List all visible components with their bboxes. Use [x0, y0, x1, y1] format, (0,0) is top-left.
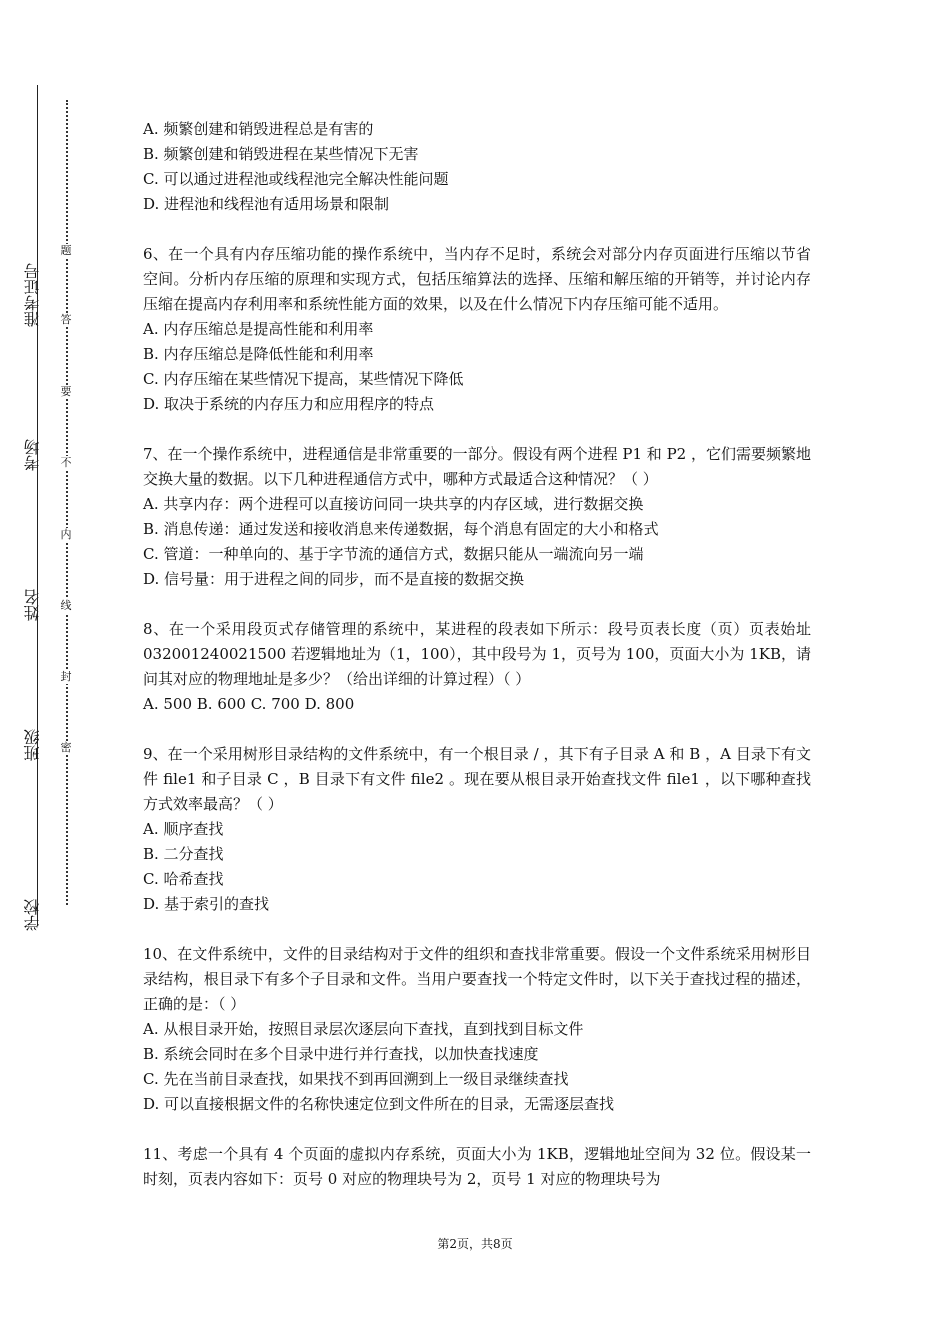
seal-char: 题	[58, 244, 74, 258]
seal-char: 要	[58, 385, 74, 399]
question-10	[143, 942, 811, 1117]
question-5-options	[143, 117, 811, 217]
option: B. 频繁创建和销毁进程在某些情况下无害	[143, 145, 419, 163]
seal-char: 答	[58, 313, 74, 327]
question-stem: 10、在文件系统中，文件的目录结构对于文件的组织和查找非常重要。假设一个文件系统采用树形目录结构，根目录下有多个子目录和文件。当用户要查找一个特定文件时，以下关于查找过程的描述，正确的是：（ ）	[143, 945, 811, 1013]
option: A. 500 B. 600 C. 700 D. 800	[143, 695, 355, 713]
question-11	[143, 1142, 811, 1192]
seal-dotted-line	[66, 100, 68, 905]
option: D. 取决于系统的内存压力和应用程序的特点	[143, 395, 435, 413]
exam-content	[143, 117, 811, 1192]
seal-char: 密	[58, 741, 74, 755]
field-exam-number: 准考证号	[23, 263, 42, 327]
option: B. 二分查找	[143, 845, 224, 863]
option: D. 基于索引的查找	[143, 895, 270, 913]
question-7	[143, 442, 811, 592]
page-footer: 第2页，共8页	[437, 1237, 513, 1251]
option: A. 从根目录开始，按照目录层次逐层向下查找，直到找到目标文件	[143, 1020, 584, 1038]
field-exam-room: 考场	[23, 439, 42, 471]
question-stem: 8、在一个采用段页式存储管理的系统中，某进程的段表如下所示：段号页表长度（页）页表始址 032001240021500 若逻辑地址为（1，100），其中段号为 1，页号为 100，页面大小为 1KB，请问其对应的物理地址是多少？（给出详细的计算过程）（ ）	[143, 620, 811, 688]
field-name: 姓名	[23, 589, 42, 621]
option: C. 管道：一种单向的、基于字节流的通信方式，数据只能从一端流向另一端	[143, 545, 644, 563]
question-stem: 6、在一个具有内存压缩功能的操作系统中，当内存不足时，系统会对部分内存页面进行压缩以节省空间。分析内存压缩的原理和实现方式，包括压缩算法的选择、压缩和解压缩的开销等，并讨论内存压缩在提高内存利用率和系统性能方面的效果，以及在什么情况下内存压缩可能不适用。	[143, 245, 811, 313]
question-8	[143, 617, 811, 717]
option: B. 消息传递：通过发送和接收消息来传递数据，每个消息有固定的大小和格式	[143, 520, 659, 538]
option: B. 系统会同时在多个目录中进行并行查找，以加快查找速度	[143, 1045, 539, 1063]
option: B. 内存压缩总是降低性能和利用率	[143, 345, 374, 363]
question-stem: 9、在一个采用树形目录结构的文件系统中，有一个根目录 / ，其下有子目录 A 和 B ，A 目录下有文件 file1 和子目录 C ，B 目录下有文件 file2 。现在要从根目录开始查找文件 file1 ，以下哪种查找方式效率最高？（ ）	[143, 745, 811, 813]
question-stem: 11、考虑一个具有 4 个页面的虚拟内存系统，页面大小为 1KB，逻辑地址空间为 32 位。假设某一时刻，页表内容如下：页号 0 对应的物理块号为 2，页号 1 对应的物理块号为	[143, 1145, 811, 1188]
option: D. 进程池和线程池有适用场景和限制	[143, 195, 390, 213]
question-9	[143, 742, 811, 917]
option: A. 顺序查找	[143, 820, 224, 838]
option: C. 先在当前目录查找，如果找不到再回溯到上一级目录继续查找	[143, 1070, 569, 1088]
seal-char: 线	[58, 599, 74, 613]
question-6	[143, 242, 811, 417]
field-school: 学校	[23, 899, 42, 931]
binding-solid-line	[37, 85, 38, 925]
option: A. 频繁创建和销毁进程总是有害的	[143, 120, 374, 138]
question-stem: 7、在一个操作系统中，进程通信是非常重要的一部分。假设有两个进程 P1 和 P2 ，它们需要频繁地交换大量的数据。以下几种进程通信方式中，哪种方式最适合这种情况？（ ）	[143, 445, 811, 488]
option: A. 内存压缩总是提高性能和利用率	[143, 320, 374, 338]
option: D. 可以直接根据文件的名称快速定位到文件所在的目录，无需逐层查找	[143, 1095, 615, 1113]
seal-char: 内	[58, 528, 74, 542]
seal-char: 不	[58, 456, 74, 470]
option: C. 哈希查找	[143, 870, 224, 888]
option: D. 信号量：用于进程之间的同步，而不是直接的数据交换	[143, 570, 525, 588]
option: C. 可以通过进程池或线程池完全解决性能问题	[143, 170, 449, 188]
seal-char: 封	[58, 670, 74, 684]
field-class: 班级	[23, 729, 42, 761]
option: C. 内存压缩在某些情况下提高，某些情况下降低	[143, 370, 464, 388]
option: A. 共享内存：两个进程可以直接访问同一块共享的内存区域，进行数据交换	[143, 495, 644, 513]
